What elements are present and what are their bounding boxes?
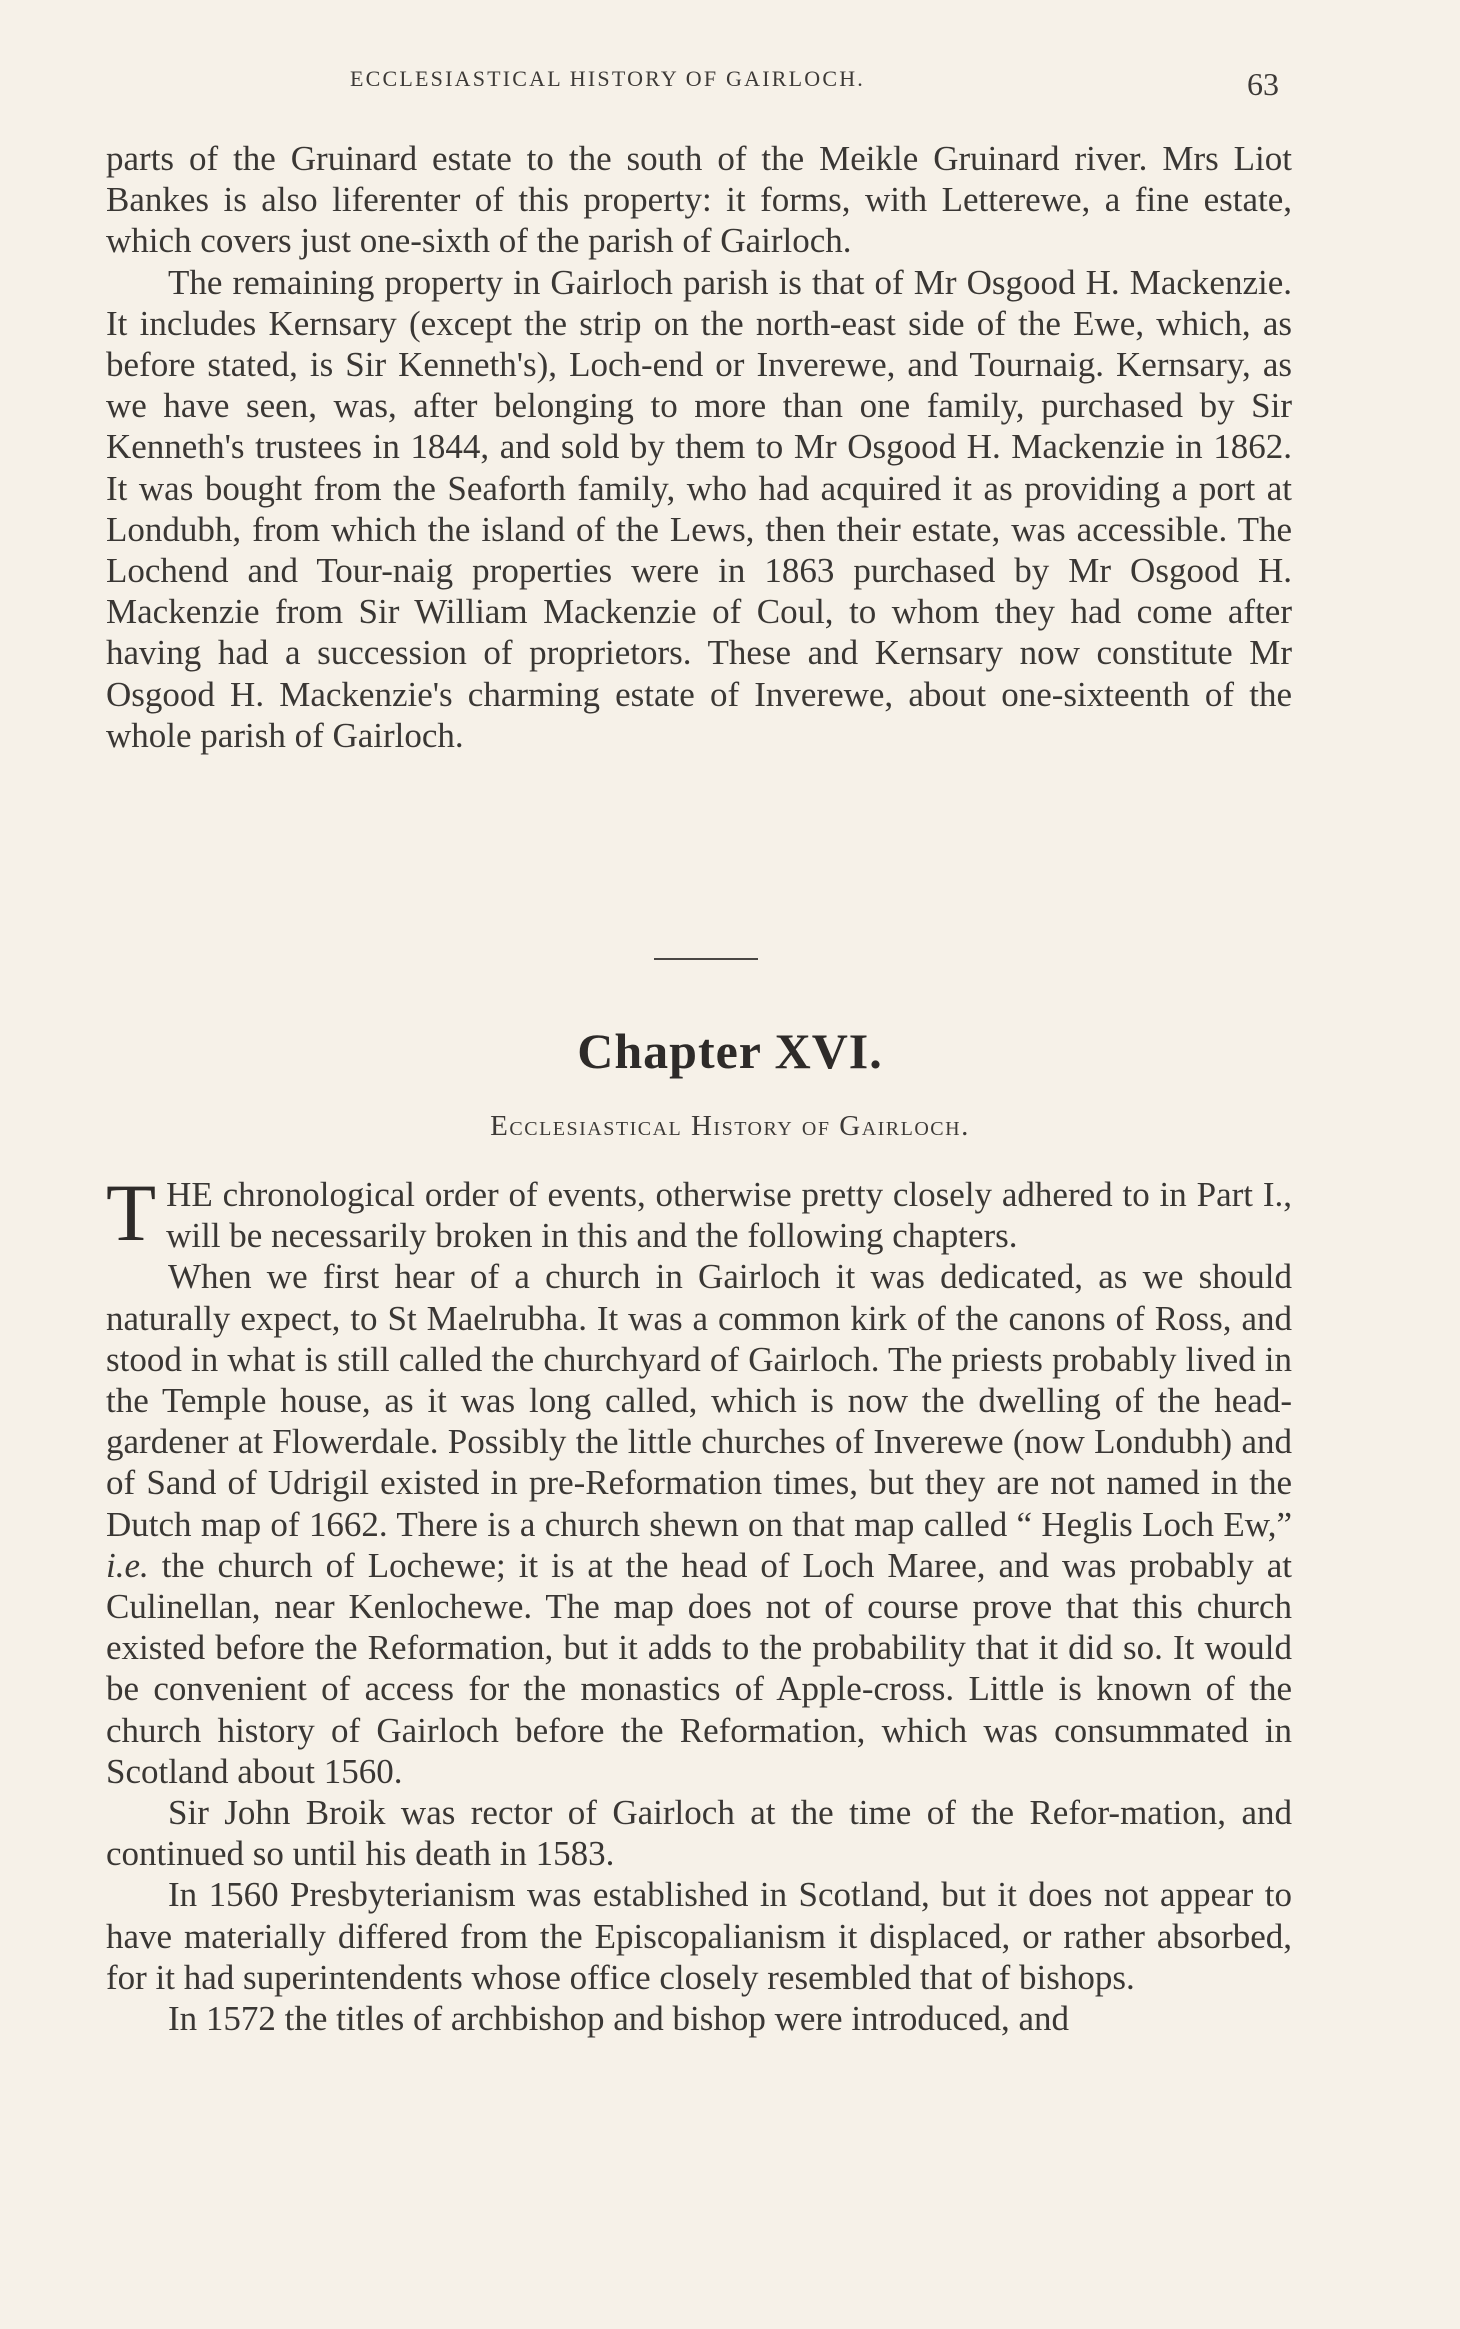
drop-cap: T	[106, 1167, 157, 1258]
chapter-text-block	[106, 1167, 1293, 2039]
paragraph: parts of the Gruinard estate to the south of the Meikle Gruinard river. Mrs Liot Bankes is also liferenter of this property: it forms, with Letterewe, a fine estate, which covers just one-sixth of the parish of Gairloch.	[106, 139, 1292, 261]
chapter-subtitle: Ecclesiastical History of Gairloch.	[490, 1110, 970, 1142]
paragraph-text: When we first hear of a church in Gairloch it was dedicated, as we should naturally expect, to St Maelrubha. It was a common kirk of the canons of Ross, and stood in what is still called the churchyard of Gairloch. The priests probably lived in the Temple house, as it was long called, which is now the dwelling of the head-gardener at Flowerdale. Possibly the little churches of Inverewe (now Londubh) and of Sand of Udrigil existed in pre-Reformation times, but they are not named in the Dutch map of 1662. There is a church shewn on that map called “ Heglis Loch Ew,”	[106, 1257, 1292, 1544]
paragraph: In 1560 Presbyterianism was established in Scotland, but it does not appear to have materially differed from the Episcopalianism it displaced, or rather absorbed, for it had superintendents whose office closely resembled that of bishops.	[106, 1875, 1292, 1997]
top-text-block	[106, 138, 1292, 756]
page-number: 63	[1247, 66, 1279, 102]
italic-abbreviation: i.e.	[106, 1545, 149, 1585]
first-paragraph-text: HE chronological order of events, otherwise pretty closely adhered to in Part I., will be necessarily broken in this and the following chapters.	[166, 1175, 1292, 1256]
paragraph: Sir John Broik was rector of Gairloch at the time of the Refor-mation, and continued so until his death in 1583.	[106, 1793, 1292, 1874]
paragraph: In 1572 the titles of archbishop and bishop were introduced, and	[168, 1999, 1070, 2039]
chapter-heading: Chapter XVI.	[577, 1023, 883, 1079]
running-head: ECCLESIASTICAL HISTORY OF GAIRLOCH.	[350, 66, 865, 91]
paragraph	[106, 1256, 1292, 1792]
section-divider	[654, 958, 758, 960]
paragraph: The remaining property in Gairloch parish is that of Mr Osgood H. Mackenzie. It includes Kernsary (except the strip on the north-east side of the Ewe, which, as before stated, is Sir Kenneth's), Loch-end or Inverewe, and Tournaig. Kernsary, as we have seen, was, after belonging to more than one family, purchased by Sir Kenneth's trustees in 1844, and sold by them to Mr Osgood H. Mackenzie in 1862. It was bought from the Seaforth family, who had acquired it as providing a port at Londubh, from which the island of the Lews, then their estate, was accessible. The Lochend and Tour-naig properties were in 1863 purchased by Mr Osgood H. Mackenzie from Sir William Mackenzie of Coul, to whom they had come after having had a succession of proprietors. These and Kernsary now constitute Mr Osgood H. Mackenzie's charming estate of Inverewe, about one-sixteenth of the whole parish of Gairloch.	[106, 262, 1292, 755]
paragraph-text: the church of Lochewe; it is at the head of Loch Maree, and was probably at Culinellan, near Kenlochewe. The map does not of course prove that this church existed before the Reformation, but it adds to the probability that it did so. It would be convenient of access for the monastics of Apple-cross. Little is known of the church history of Gairloch before the Reformation, which was consummated in Scotland about 1560.	[106, 1545, 1293, 1791]
first-paragraph	[106, 1167, 1292, 1258]
